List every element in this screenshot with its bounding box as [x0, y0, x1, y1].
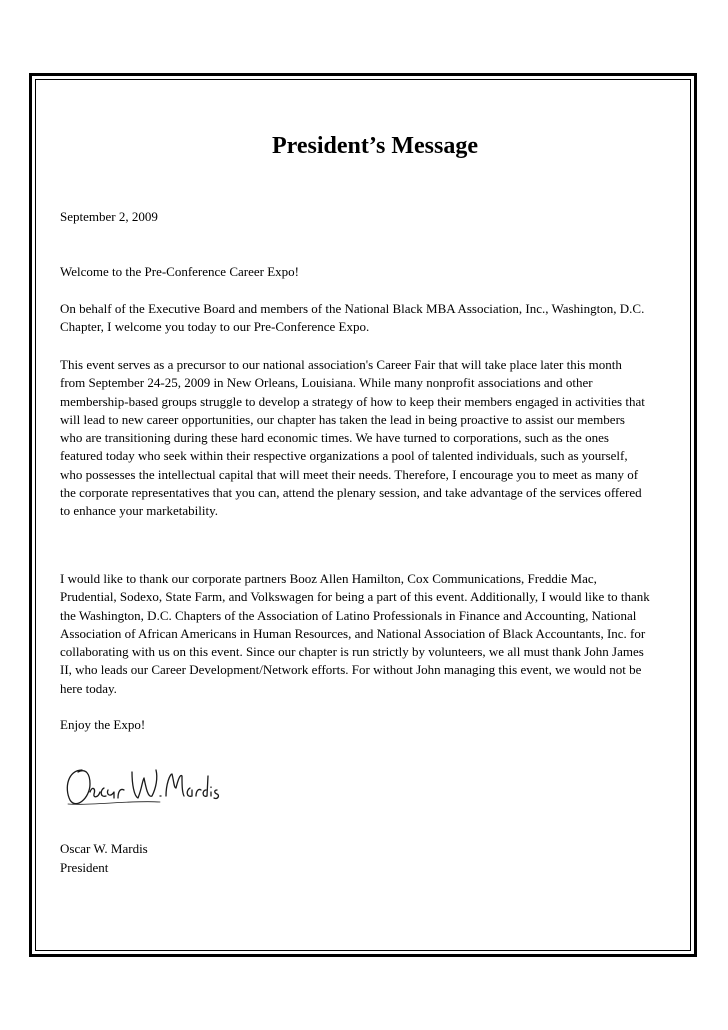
paragraph-thanks: I would like to thank our corporate partners Booz Allen Hamilton, Cox Communications, Freddie Mac, Prudential, Sodexo, State Farm, and Volkswagen for being a part of this event. Additionally, I would like to thank the Washington, D.C. Chapters of the Association of Latino Professionals in Finance and Accounting, National Association of African Americans in Human Resources, and National Association of Black Accountants, Inc. for collaborating with us on this event. Since our chapter is run strictly by volunteers, we all must thank John James II, who leads our Career Development/Network efforts. For without John managing this event, we would not be here today.: [60, 571, 650, 696]
signer-title: President: [60, 860, 109, 875]
signer-name: Oscar W. Mardis: [60, 841, 148, 856]
paragraph-welcome: On behalf of the Executive Board and members of the National Black MBA Association, Inc., Washington, D.C. Chapter, I welcome you today to our Pre-Conference Expo.: [60, 301, 645, 335]
page-title: President’s Message: [272, 133, 478, 159]
paragraph-event: This event serves as a precursor to our national association's Career Fair that will take place later this month from September 24-25, 2009 in New Orleans, Louisiana. While many nonprofit associations and other membership-based groups struggle to develop a strategy of how to keep their members engaged in activities that will lead to new career opportunities, our chapter has taken the lead in being proactive to assist our members who are transitioning during these hard economic times. We have turned to corporations, such as the ones featured today who seek within their respective organizations a pool of talented individuals, such as yourself, who possesses the intellectual capital that will meet their needs. Therefore, I encourage you to meet as many of the corporate representatives that you can, attend the plenary session, and take advantage of the services offered to enhance your marketability.: [60, 357, 645, 519]
letter-greeting: Welcome to the Pre-Conference Career Expo!: [60, 264, 299, 279]
signature-image: [60, 748, 220, 820]
letter-closing: Enjoy the Expo!: [60, 717, 146, 732]
letter-date: September 2, 2009: [60, 209, 158, 224]
letter-body: [60, 128, 650, 875]
